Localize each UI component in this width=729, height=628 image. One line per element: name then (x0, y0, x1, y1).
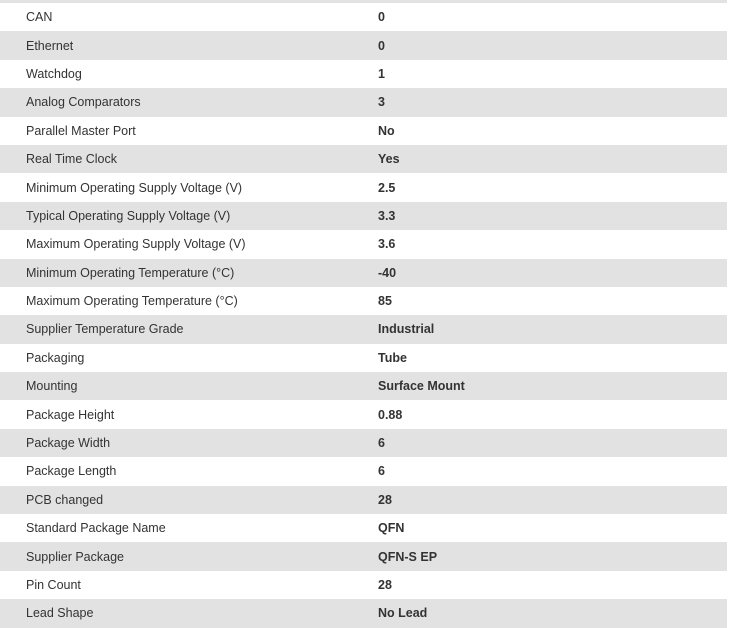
table-row (0, 173, 727, 201)
table-row (0, 230, 727, 258)
table-row (0, 315, 727, 343)
table-row (0, 514, 727, 542)
spec-name: Watchdog (26, 66, 82, 81)
spec-value: 0 (378, 38, 385, 53)
spec-value: No (378, 123, 395, 138)
table-row (0, 31, 727, 59)
table-row (0, 344, 727, 372)
spec-value: Tube (378, 350, 407, 365)
spec-name: Lead Shape (26, 606, 94, 621)
spec-value: Industrial (378, 322, 435, 337)
spec-value: 28 (378, 492, 392, 507)
spec-value: QFN-S EP (378, 549, 438, 564)
spec-value: No Lead (378, 606, 428, 621)
spec-value: 3 (378, 95, 385, 110)
spec-value: QFN (378, 521, 405, 536)
table-row (0, 599, 727, 627)
spec-name: Maximum Operating Temperature (°C) (26, 294, 238, 309)
spec-value: 6 (378, 436, 385, 451)
spec-value: 28 (378, 578, 392, 592)
spec-value: 0.88 (378, 407, 403, 422)
spec-name: Package Length (26, 464, 117, 479)
spec-name: Analog Comparators (26, 95, 141, 110)
spec-value: 0 (378, 10, 385, 25)
table-row (0, 117, 727, 145)
table-row (0, 88, 727, 116)
table-row (0, 571, 727, 599)
spec-name: Mounting (26, 379, 78, 394)
table-row (0, 145, 727, 173)
spec-name: Typical Operating Supply Voltage (V) (26, 208, 231, 223)
spec-name: Package Height (26, 407, 115, 422)
spec-name: Pin Count (26, 578, 81, 592)
table-row (0, 486, 727, 514)
table-row (0, 400, 727, 428)
spec-value: 1 (378, 66, 385, 81)
spec-value: Yes (378, 152, 400, 167)
spec-name: Maximum Operating Supply Voltage (V) (26, 237, 246, 252)
spec-name: Real Time Clock (26, 152, 117, 167)
spec-value: Surface Mount (378, 379, 465, 394)
spec-name: PCB changed (26, 492, 104, 507)
table-row (0, 60, 727, 88)
spec-name: Package Width (26, 436, 111, 451)
spec-name: Supplier Package (26, 549, 124, 564)
spec-name: Parallel Master Port (26, 123, 136, 138)
spec-value: -40 (378, 265, 397, 280)
spec-name: Minimum Operating Supply Voltage (V) (26, 180, 243, 195)
table-row (0, 3, 727, 31)
table-row (0, 457, 727, 485)
table-row (0, 287, 727, 315)
table-row (0, 542, 727, 570)
spec-name: Ethernet (26, 38, 74, 53)
spec-value: 85 (378, 294, 392, 309)
spec-value: 3.3 (378, 208, 396, 223)
spec-name: Minimum Operating Temperature (°C) (26, 265, 235, 280)
spec-value: 3.6 (378, 237, 396, 252)
spec-value: 6 (378, 464, 385, 479)
table-row (0, 259, 727, 287)
table-row (0, 429, 727, 457)
table-row (0, 372, 727, 400)
table-row (0, 202, 727, 230)
spec-name: Supplier Temperature Grade (26, 322, 184, 337)
spec-name: Standard Package Name (26, 521, 166, 536)
spec-name: CAN (26, 10, 53, 25)
spec-name: Packaging (26, 350, 85, 365)
spec-value: 2.5 (378, 180, 396, 195)
